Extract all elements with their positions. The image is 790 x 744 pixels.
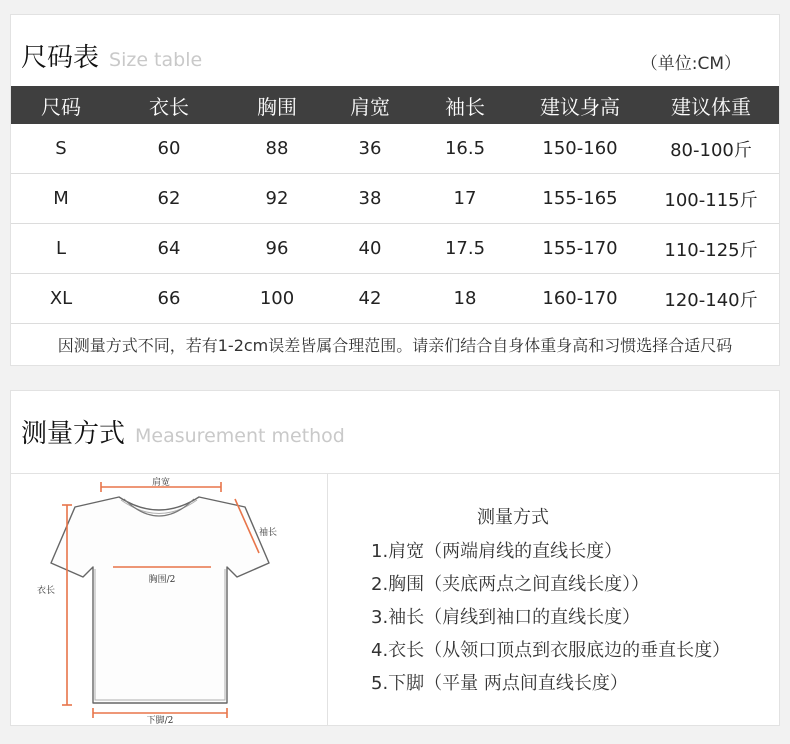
table-cell: 120-140斤 (643, 274, 779, 324)
tshirt-outline (51, 497, 269, 703)
table-cell: 110-125斤 (643, 224, 779, 274)
method-title: 测量方式 (21, 419, 126, 449)
unit-label: （单位:CM） (640, 54, 741, 74)
size-table-panel (10, 14, 780, 366)
table-cell: 88 (227, 124, 327, 174)
list-item: 1.肩宽（两端肩线的直线长度） (371, 541, 623, 562)
table-cell: 36 (327, 124, 413, 174)
method-list (371, 503, 730, 700)
size-section-title (21, 37, 202, 74)
table-cell: XL (11, 274, 111, 324)
size-table-header-row (11, 86, 779, 124)
table-cell: 38 (327, 174, 413, 224)
table-cell: 100 (227, 274, 327, 324)
chest-label: 胸围/2 (148, 575, 176, 585)
table-cell: 64 (111, 224, 227, 274)
table-row (11, 224, 779, 274)
table-cell: S (11, 124, 111, 174)
table-cell: 16.5 (413, 124, 517, 174)
shoulder-label: 肩宽 (151, 478, 171, 488)
table-row (11, 274, 779, 324)
table-cell: 62 (111, 174, 227, 224)
list-item: 2.胸围（夹底两点之间直线长度）） (371, 574, 650, 595)
method-subtitle: Measurement method (135, 425, 345, 447)
length-label: 衣长 (37, 586, 56, 596)
header-cell: 建议体重 (643, 86, 779, 124)
header-cell: 肩宽 (327, 86, 413, 124)
table-cell: 150-160 (517, 124, 643, 174)
header-cell: 袖长 (413, 86, 517, 124)
table-cell: 92 (227, 174, 327, 224)
header-cell: 衣长 (111, 86, 227, 124)
table-row (11, 124, 779, 174)
tshirt-diagram (31, 477, 311, 725)
table-row (11, 174, 779, 224)
size-note: 因测量方式不同，若有1-2cm误差皆属合理范围。请亲们结合自身体重身高和习惯选择合适尺码 (57, 336, 733, 355)
list-item: 3.袖长（肩线到袖口的直线长度） (371, 607, 641, 628)
method-section-title (21, 413, 345, 450)
list-item: 5.下脚（平量 两点间直线长度） (371, 673, 628, 694)
table-cell: 60 (111, 124, 227, 174)
table-cell: 100-115斤 (643, 174, 779, 224)
size-subtitle: Size table (109, 49, 203, 71)
header-cell: 胸围 (227, 86, 327, 124)
table-cell: 155-165 (517, 174, 643, 224)
table-cell: 17.5 (413, 224, 517, 274)
table-cell: L (11, 224, 111, 274)
sleeve-label: 袖长 (259, 528, 278, 538)
table-cell: 80-100斤 (643, 124, 779, 174)
table-cell: 17 (413, 174, 517, 224)
size-title: 尺码表 (21, 43, 100, 73)
table-cell: 18 (413, 274, 517, 324)
method-list-title: 测量方式 (477, 507, 549, 528)
divider (11, 473, 779, 474)
table-cell: 66 (111, 274, 227, 324)
divider (327, 474, 328, 725)
header-cell: 建议身高 (517, 86, 643, 124)
table-cell: M (11, 174, 111, 224)
table-cell: 40 (327, 224, 413, 274)
measurement-panel (10, 390, 780, 726)
table-cell: 155-170 (517, 224, 643, 274)
list-item: 4.衣长（从领口顶点到衣服底边的垂直长度） (371, 640, 731, 661)
table-cell: 96 (227, 224, 327, 274)
header-cell: 尺码 (11, 86, 111, 124)
table-cell: 42 (327, 274, 413, 324)
hem-label: 下脚/2 (146, 716, 174, 725)
table-cell: 160-170 (517, 274, 643, 324)
size-table (11, 86, 779, 324)
